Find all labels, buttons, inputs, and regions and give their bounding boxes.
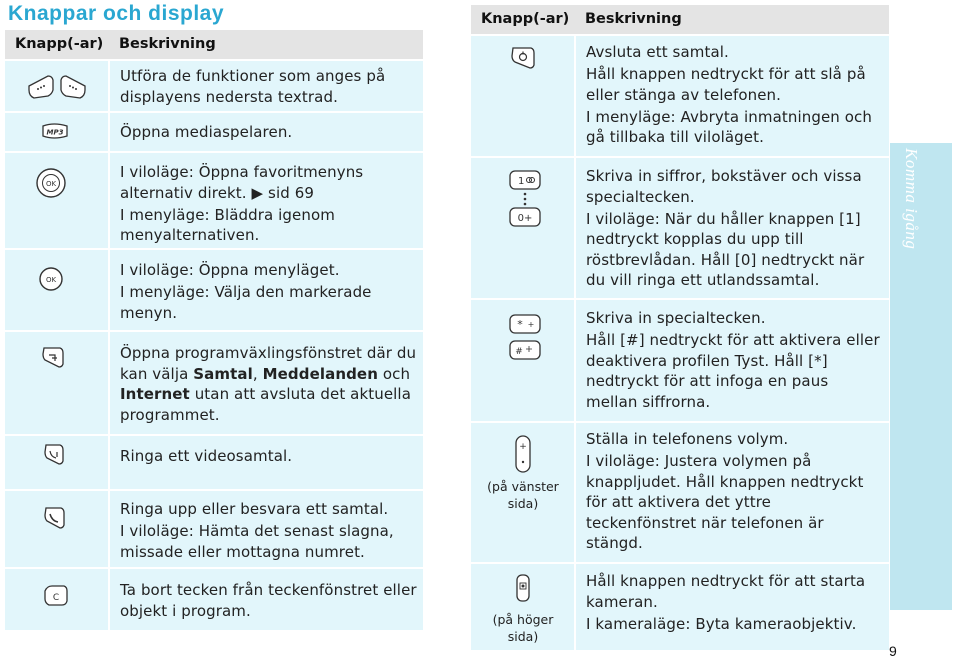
- side-tab-label: Komma igång: [902, 148, 921, 250]
- description: [120, 343, 418, 425]
- description-line: Ringa upp eller besvara ett samtal.: [120, 500, 389, 518]
- svg-text:#: #: [515, 347, 523, 357]
- volume-keys-icon: [512, 434, 534, 474]
- svg-text:OK: OK: [45, 276, 57, 284]
- description: [120, 499, 418, 562]
- page-title: Knappar och display: [8, 2, 225, 25]
- svg-text:C: C: [52, 593, 60, 603]
- description-line: I kameraläge: Byta kameraobjektiv.: [586, 614, 857, 633]
- description: [120, 446, 418, 467]
- description-line: I viloläge: Öppna menyläget.: [120, 261, 340, 279]
- description: [120, 162, 418, 246]
- description: [120, 122, 418, 143]
- video-call-key-icon: [42, 441, 66, 467]
- mp3-key-icon: [40, 123, 70, 141]
- description-line: Öppna mediaspelaren.: [120, 123, 293, 141]
- description: [586, 42, 884, 148]
- clear-key-icon: [42, 582, 70, 610]
- description: [120, 66, 418, 107]
- description: [586, 571, 884, 634]
- description-line: I menyläge: Avbryta inmatningen och gå tillbaka till viloläget.: [586, 107, 873, 146]
- svg-text:+: +: [519, 442, 527, 452]
- description-line: Avsluta ett samtal.: [586, 43, 729, 61]
- key-caption: (på vänster sida): [487, 479, 559, 511]
- description-line: Ta bort tecken från teckenfönstret eller objekt i program.: [120, 581, 417, 620]
- soft-keys-icon: [26, 72, 88, 102]
- description: [120, 580, 418, 621]
- description-line: I menyläge: Bläddra igenom menyalternativen.: [120, 205, 335, 244]
- header-keys: Knapp(-ar): [15, 36, 104, 52]
- header-keys: Knapp(-ar): [481, 11, 570, 27]
- svg-text:1: 1: [518, 176, 525, 187]
- description: [586, 308, 884, 412]
- description: [586, 166, 884, 291]
- description-line: I viloläge: Hämta det senast slagna, missade eller mottagna numret.: [120, 522, 394, 561]
- svg-text:OK: OK: [45, 180, 57, 188]
- description-line: I menyläge: Välja den markerade menyn.: [120, 283, 372, 322]
- description-line: Ställa in telefonens volym.: [586, 430, 789, 448]
- svg-text:MP3: MP3: [46, 128, 64, 137]
- svg-text:+: +: [527, 320, 535, 329]
- number-keys-icon: [506, 168, 544, 228]
- description-line: I viloläge: När du håller knappen [1] nedtryckt kopplas du upp till röstbrevlådan. Håll [0] nedtryckt när du vill ringa ett utlandssamtal.: [586, 209, 865, 289]
- ok-key-icon: [35, 167, 67, 199]
- description: [586, 429, 884, 554]
- ok-small-key-icon: [38, 266, 64, 292]
- star-hash-keys-icon: [506, 312, 544, 362]
- left-table-header: [5, 30, 423, 59]
- description-line: Håll [#] nedtryckt för att aktivera eller deaktivera profilen Tyst. Håll [*] nedtryckt för att infoga en paus mellan siffrorna.: [586, 331, 880, 411]
- side-tab: [890, 143, 952, 610]
- call-key-icon: [42, 504, 68, 532]
- description-line: I viloläge: Justera volymen på knappljudet. Håll knappen nedtryckt för att aktivera det yttre teckenfönstret när telefonen är stängd.: [586, 452, 864, 552]
- right-table-header: [471, 5, 889, 34]
- description-line: Skriva in siffror, bokstäver och vissa specialtecken.: [586, 167, 862, 206]
- camera-key-icon: [514, 573, 532, 603]
- page-number: 9: [889, 643, 897, 658]
- description-line: Skriva in specialtecken.: [586, 309, 766, 327]
- key-caption: (på höger sida): [492, 612, 554, 644]
- description-line: Håll knappen nedtryckt för att starta kameran.: [586, 572, 866, 611]
- description-line: Håll knappen nedtryckt för att slå på eller stänga av telefonen.: [586, 65, 866, 104]
- header-description: Beskrivning: [119, 36, 216, 52]
- description-line: I viloläge: Öppna favoritmenyns alternativ direkt. ▶ sid 69: [120, 163, 364, 202]
- description-line: Öppna programväxlingsfönstret där du kan välja Samtal, Meddelanden och Internet utan att avsluta det aktuella programmet.: [120, 344, 417, 424]
- end-key-icon: [507, 44, 537, 72]
- description-line: Utföra de funktioner som anges på displayens nedersta textrad.: [120, 67, 386, 106]
- svg-text:*: *: [517, 318, 523, 331]
- task-switch-key-icon: [40, 344, 66, 370]
- svg-text:0+: 0+: [517, 213, 533, 224]
- description-line: Ringa ett videosamtal.: [120, 447, 293, 465]
- header-description: Beskrivning: [585, 11, 682, 27]
- description: [120, 260, 418, 323]
